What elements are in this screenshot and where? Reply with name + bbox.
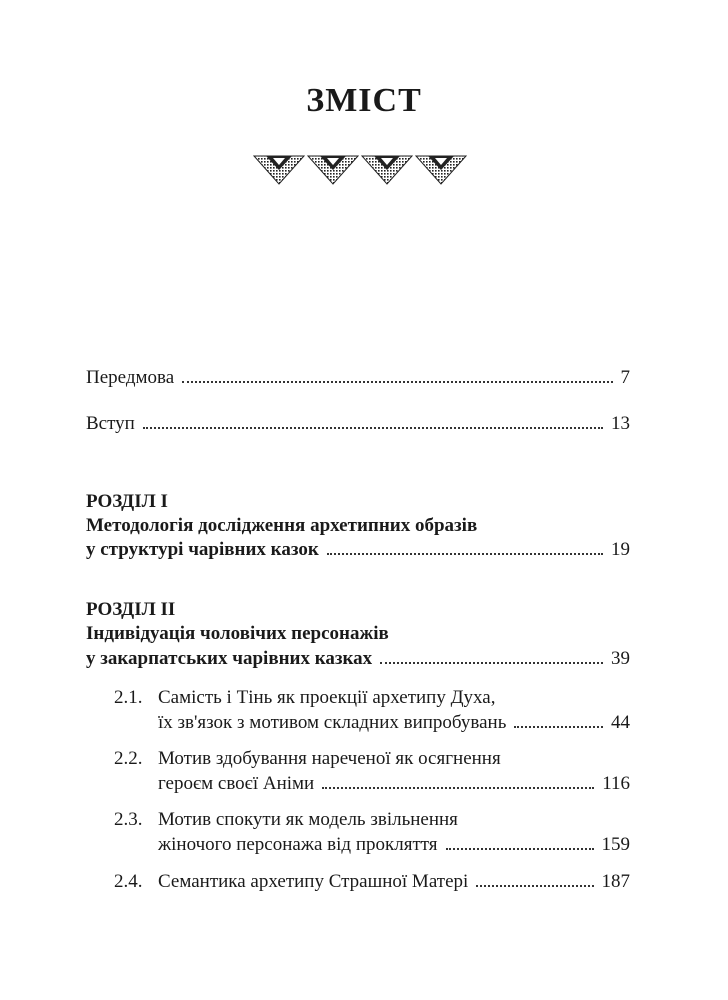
- toc-page-number: 39: [611, 648, 630, 669]
- section-title-line: Семантика архетипу Страшної Матері: [158, 871, 469, 892]
- toc-entry-label: Вступ: [86, 413, 135, 434]
- dot-leader: [476, 885, 593, 887]
- ornament-motif: [416, 156, 466, 184]
- ornament-decoration: [252, 152, 468, 186]
- dot-leader: [327, 553, 603, 555]
- toc-entry-section-2-4[interactable]: [158, 870, 630, 894]
- chapter-heading: РОЗДІЛ ІІ: [86, 599, 176, 620]
- section-title-line: жіночого персонажа від прокляття: [158, 834, 438, 855]
- toc-page-number: 187: [601, 871, 630, 892]
- section-title-line: їх зв'язок з мотивом складних випробувань: [158, 712, 507, 733]
- ornament-motif: [308, 156, 358, 184]
- section-number: 2.3.: [114, 809, 143, 830]
- toc-page-number: 159: [601, 834, 630, 855]
- toc-entry-chapter1[interactable]: [86, 538, 630, 562]
- dot-leader: [380, 662, 603, 664]
- section-title-line: Самість і Тінь як проекції архетипу Духа,: [158, 687, 496, 708]
- page-title: ЗМІСТ: [306, 82, 422, 119]
- toc-entry-section-2-3[interactable]: [158, 833, 630, 857]
- toc-entry-intro[interactable]: [86, 412, 630, 436]
- chapter-heading: РОЗДІЛ І: [86, 491, 168, 512]
- toc-page-number: 13: [611, 413, 630, 434]
- chapter-title-line: у структурі чарівних казок: [86, 539, 319, 560]
- toc-entry-label: Передмова: [86, 367, 175, 388]
- section-title-line: героєм своєї Аніми: [158, 773, 315, 794]
- dot-leader: [514, 726, 603, 728]
- section-title-line: Мотив спокути як модель звільнення: [158, 809, 458, 830]
- ornament-motif: [254, 156, 304, 184]
- section-number: 2.2.: [114, 748, 143, 769]
- chapter-title-line: Методологія дослідження архетипних образів: [86, 515, 478, 536]
- dot-leader: [322, 787, 594, 789]
- dot-leader: [182, 381, 612, 383]
- chapter-title-line: у закарпатських чарівних казках: [86, 648, 373, 669]
- section-number: 2.1.: [114, 687, 143, 708]
- toc-page-number: 116: [602, 773, 630, 794]
- chapter-title-line: Індивідуація чоловічих персонажів: [86, 623, 389, 644]
- toc-page-number: 44: [611, 712, 630, 733]
- toc-entry-section-2-1[interactable]: [158, 711, 630, 735]
- toc-page-number: 19: [611, 539, 630, 560]
- toc-entry-chapter2[interactable]: [86, 647, 630, 671]
- toc-page-number: 7: [620, 367, 630, 388]
- dot-leader: [143, 427, 603, 429]
- ornament-motif: [362, 156, 412, 184]
- dot-leader: [446, 848, 594, 850]
- section-title-line: Мотив здобування нареченої як осягнення: [158, 748, 501, 769]
- toc-entry-preface[interactable]: [86, 366, 630, 390]
- toc-entry-section-2-2[interactable]: [158, 772, 630, 796]
- section-number: 2.4.: [114, 871, 143, 892]
